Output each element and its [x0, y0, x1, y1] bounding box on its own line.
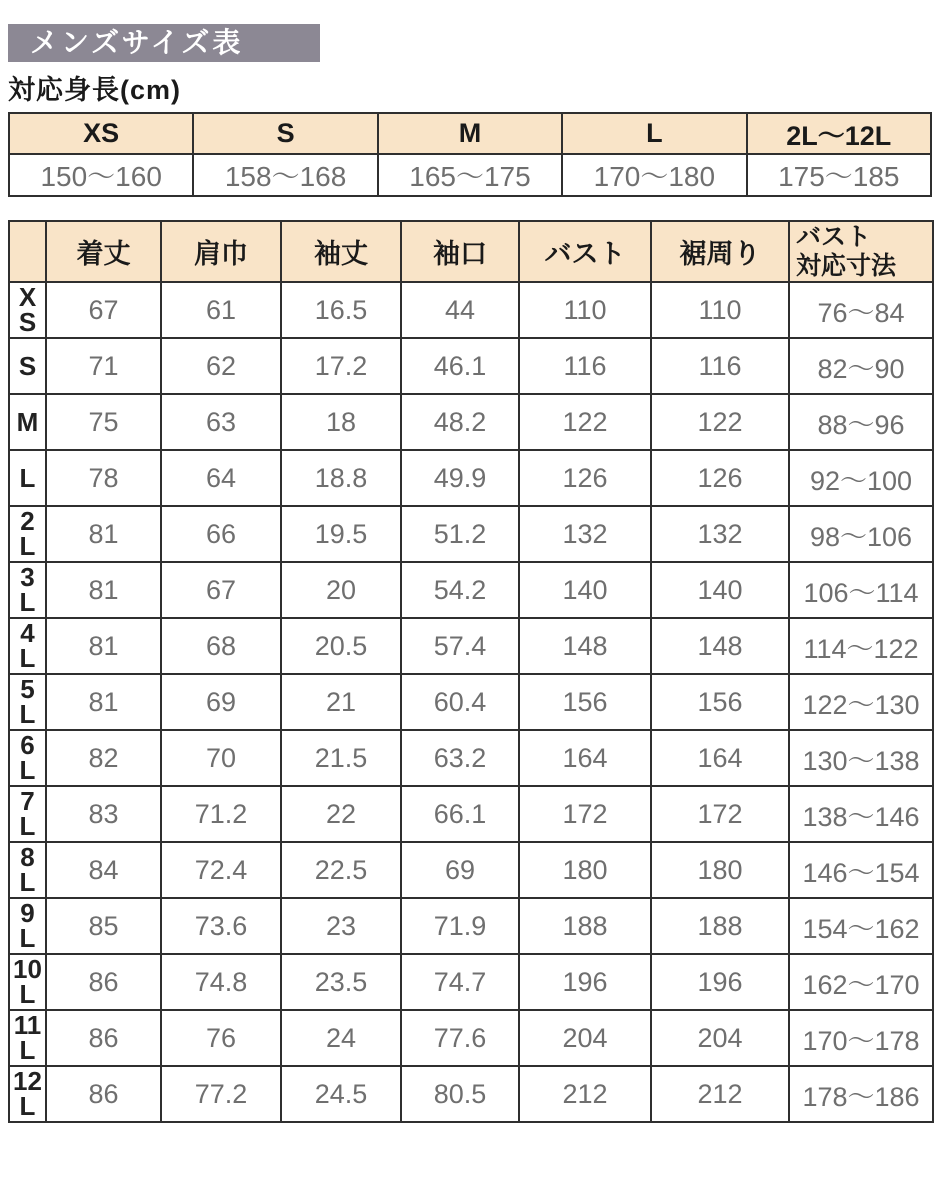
height-col-header-1: S [193, 113, 377, 154]
size-col-header-shoulder: 肩巾 [161, 221, 281, 282]
row-size-label [9, 1010, 46, 1066]
cell-bust-range: 92～100 [789, 450, 933, 506]
cell-sleeve: 20 [281, 562, 401, 618]
size-label-line-0: 2 [20, 506, 35, 536]
cell-bust: 204 [519, 1010, 651, 1066]
cell-sleeve: 19.5 [281, 506, 401, 562]
size-label-line-0: 10 [13, 954, 42, 984]
cell-cuff: 54.2 [401, 562, 519, 618]
cell-bust-range: 170～178 [789, 1010, 933, 1066]
height-col-header-4: 2L～12L [747, 113, 931, 154]
row-size-label [9, 506, 46, 562]
size-label-line-1: L [19, 531, 36, 561]
cell-bust-range: 88～96 [789, 394, 933, 450]
size-label-line-1: L [19, 699, 36, 729]
cell-hem: 122 [651, 394, 789, 450]
bust-range-header-line-1: 対応寸法 [796, 251, 897, 280]
row-size-label [9, 730, 46, 786]
cell-bust-range: 114～122 [789, 618, 933, 674]
row-size-label [9, 954, 46, 1010]
cell-cuff: 49.9 [401, 450, 519, 506]
cell-length: 81 [46, 674, 161, 730]
cell-cuff: 77.6 [401, 1010, 519, 1066]
cell-shoulder: 62 [161, 338, 281, 394]
cell-shoulder: 77.2 [161, 1066, 281, 1122]
cell-length: 67 [46, 282, 161, 338]
cell-sleeve: 24 [281, 1010, 401, 1066]
row-size-label [9, 618, 46, 674]
table-row-11L [9, 1010, 933, 1066]
cell-bust: 148 [519, 618, 651, 674]
cell-length: 81 [46, 618, 161, 674]
cell-shoulder: 76 [161, 1010, 281, 1066]
cell-hem: 188 [651, 898, 789, 954]
size-label-line-1: L [19, 1035, 36, 1065]
cell-length: 82 [46, 730, 161, 786]
cell-hem: 148 [651, 618, 789, 674]
cell-cuff: 66.1 [401, 786, 519, 842]
cell-shoulder: 71.2 [161, 786, 281, 842]
cell-cuff: 63.2 [401, 730, 519, 786]
size-label-line-1: L [19, 923, 36, 953]
cell-sleeve: 22.5 [281, 842, 401, 898]
size-label-line-0: 8 [20, 842, 35, 872]
row-size-label [9, 898, 46, 954]
cell-bust: 172 [519, 786, 651, 842]
table-row-7L [9, 786, 933, 842]
size-label-line-1: L [19, 643, 36, 673]
row-size-label: S [9, 338, 46, 394]
cell-shoulder: 61 [161, 282, 281, 338]
cell-cuff: 80.5 [401, 1066, 519, 1122]
cell-bust-range: 154～162 [789, 898, 933, 954]
size-label-line-1: S [18, 307, 37, 337]
table-row-XS [9, 282, 933, 338]
cell-bust-range: 122～130 [789, 674, 933, 730]
height-table [8, 112, 932, 197]
size-table-body [9, 282, 933, 1122]
cell-hem: 172 [651, 786, 789, 842]
cell-length: 81 [46, 562, 161, 618]
cell-hem: 126 [651, 450, 789, 506]
table-row-10L [9, 954, 933, 1010]
cell-bust: 126 [519, 450, 651, 506]
size-label-line-1: L [19, 587, 36, 617]
cell-cuff: 51.2 [401, 506, 519, 562]
cell-cuff: 57.4 [401, 618, 519, 674]
table-row-5L [9, 674, 933, 730]
cell-hem: 140 [651, 562, 789, 618]
cell-sleeve: 18.8 [281, 450, 401, 506]
table-row-M [9, 394, 933, 450]
table-row-2L [9, 506, 933, 562]
cell-length: 75 [46, 394, 161, 450]
row-size-label: L [9, 450, 46, 506]
table-row-8L [9, 842, 933, 898]
cell-hem: 110 [651, 282, 789, 338]
row-size-label [9, 674, 46, 730]
size-col-header-bust-range [789, 221, 933, 282]
size-col-header-length: 着丈 [46, 221, 161, 282]
cell-length: 81 [46, 506, 161, 562]
cell-shoulder: 73.6 [161, 898, 281, 954]
row-size-label [9, 1066, 46, 1122]
cell-bust: 110 [519, 282, 651, 338]
table-row-4L [9, 618, 933, 674]
size-table-header-row [9, 221, 933, 282]
table-row-9L [9, 898, 933, 954]
cell-bust: 212 [519, 1066, 651, 1122]
cell-hem: 156 [651, 674, 789, 730]
cell-sleeve: 22 [281, 786, 401, 842]
height-col-header-2: M [378, 113, 562, 154]
cell-bust: 180 [519, 842, 651, 898]
cell-bust-range: 162～170 [789, 954, 933, 1010]
cell-length: 78 [46, 450, 161, 506]
height-col-header-3: L [562, 113, 746, 154]
cell-bust: 188 [519, 898, 651, 954]
cell-cuff: 44 [401, 282, 519, 338]
cell-bust: 156 [519, 674, 651, 730]
cell-bust-range: 106～114 [789, 562, 933, 618]
size-col-header-cuff: 袖口 [401, 221, 519, 282]
cell-sleeve: 24.5 [281, 1066, 401, 1122]
row-size-label [9, 282, 46, 338]
cell-sleeve: 20.5 [281, 618, 401, 674]
table-row-L [9, 450, 933, 506]
cell-shoulder: 69 [161, 674, 281, 730]
table-row-12L [9, 1066, 933, 1122]
cell-sleeve: 23 [281, 898, 401, 954]
cell-cuff: 46.1 [401, 338, 519, 394]
cell-sleeve: 21 [281, 674, 401, 730]
height-value-0: 150～160 [9, 154, 193, 196]
table-row-S [9, 338, 933, 394]
cell-length: 86 [46, 1066, 161, 1122]
cell-sleeve: 23.5 [281, 954, 401, 1010]
cell-length: 83 [46, 786, 161, 842]
cell-shoulder: 66 [161, 506, 281, 562]
height-value-4: 175～185 [747, 154, 931, 196]
cell-shoulder: 63 [161, 394, 281, 450]
size-col-header-bust: バスト [519, 221, 651, 282]
height-value-1: 158～168 [193, 154, 377, 196]
cell-length: 85 [46, 898, 161, 954]
size-label-line-1: L [19, 755, 36, 785]
cell-length: 86 [46, 1010, 161, 1066]
cell-sleeve: 17.2 [281, 338, 401, 394]
size-label-line-1: L [19, 1091, 36, 1121]
cell-sleeve: 16.5 [281, 282, 401, 338]
row-size-label: M [9, 394, 46, 450]
cell-bust-range: 178～186 [789, 1066, 933, 1122]
size-label-line-0: 6 [20, 730, 35, 760]
cell-shoulder: 70 [161, 730, 281, 786]
cell-cuff: 69 [401, 842, 519, 898]
cell-hem: 212 [651, 1066, 789, 1122]
size-table-corner [9, 221, 46, 282]
cell-shoulder: 74.8 [161, 954, 281, 1010]
cell-bust: 122 [519, 394, 651, 450]
cell-hem: 180 [651, 842, 789, 898]
size-col-header-sleeve: 袖丈 [281, 221, 401, 282]
cell-bust: 116 [519, 338, 651, 394]
size-label-line-0: 5 [20, 674, 35, 704]
size-label-line-0: 3 [20, 562, 35, 592]
cell-shoulder: 68 [161, 618, 281, 674]
cell-bust-range: 130～138 [789, 730, 933, 786]
size-label-line-0: X [18, 282, 37, 312]
size-label-line-0: 4 [20, 618, 35, 648]
size-table [8, 220, 934, 1123]
size-label-line-0: 11 [13, 1010, 42, 1040]
cell-hem: 204 [651, 1010, 789, 1066]
bust-range-header-line-0: バスト [796, 223, 872, 251]
cell-cuff: 74.7 [401, 954, 519, 1010]
table-row-3L [9, 562, 933, 618]
table-row-6L [9, 730, 933, 786]
size-label-line-1: L [19, 811, 36, 841]
cell-sleeve: 18 [281, 394, 401, 450]
cell-bust-range: 146～154 [789, 842, 933, 898]
height-table-value-row [9, 154, 931, 196]
cell-hem: 196 [651, 954, 789, 1010]
cell-bust: 196 [519, 954, 651, 1010]
row-size-label [9, 842, 46, 898]
height-value-3: 170～180 [562, 154, 746, 196]
height-table-header-row [9, 113, 931, 154]
cell-shoulder: 64 [161, 450, 281, 506]
cell-shoulder: 67 [161, 562, 281, 618]
height-range-label: 対応身長(cm) [8, 75, 182, 105]
cell-sleeve: 21.5 [281, 730, 401, 786]
cell-bust: 132 [519, 506, 651, 562]
cell-cuff: 60.4 [401, 674, 519, 730]
cell-bust: 164 [519, 730, 651, 786]
size-label-line-1: L [19, 979, 36, 1009]
cell-length: 84 [46, 842, 161, 898]
page-title: メンズサイズ表 [8, 24, 320, 62]
cell-bust-range: 82～90 [789, 338, 933, 394]
size-label-line-1: L [19, 867, 36, 897]
cell-bust: 140 [519, 562, 651, 618]
size-label-line-0: 12 [13, 1066, 42, 1096]
height-value-2: 165～175 [378, 154, 562, 196]
cell-cuff: 48.2 [401, 394, 519, 450]
cell-bust-range: 76～84 [789, 282, 933, 338]
cell-hem: 116 [651, 338, 789, 394]
cell-bust-range: 98～106 [789, 506, 933, 562]
height-col-header-0: XS [9, 113, 193, 154]
cell-shoulder: 72.4 [161, 842, 281, 898]
cell-hem: 132 [651, 506, 789, 562]
cell-cuff: 71.9 [401, 898, 519, 954]
cell-bust-range: 138～146 [789, 786, 933, 842]
size-col-header-hem: 裾周り [651, 221, 789, 282]
row-size-label [9, 786, 46, 842]
size-label-line-0: 9 [20, 898, 35, 928]
row-size-label [9, 562, 46, 618]
cell-length: 71 [46, 338, 161, 394]
size-label-line-0: 7 [20, 786, 35, 816]
cell-length: 86 [46, 954, 161, 1010]
cell-hem: 164 [651, 730, 789, 786]
